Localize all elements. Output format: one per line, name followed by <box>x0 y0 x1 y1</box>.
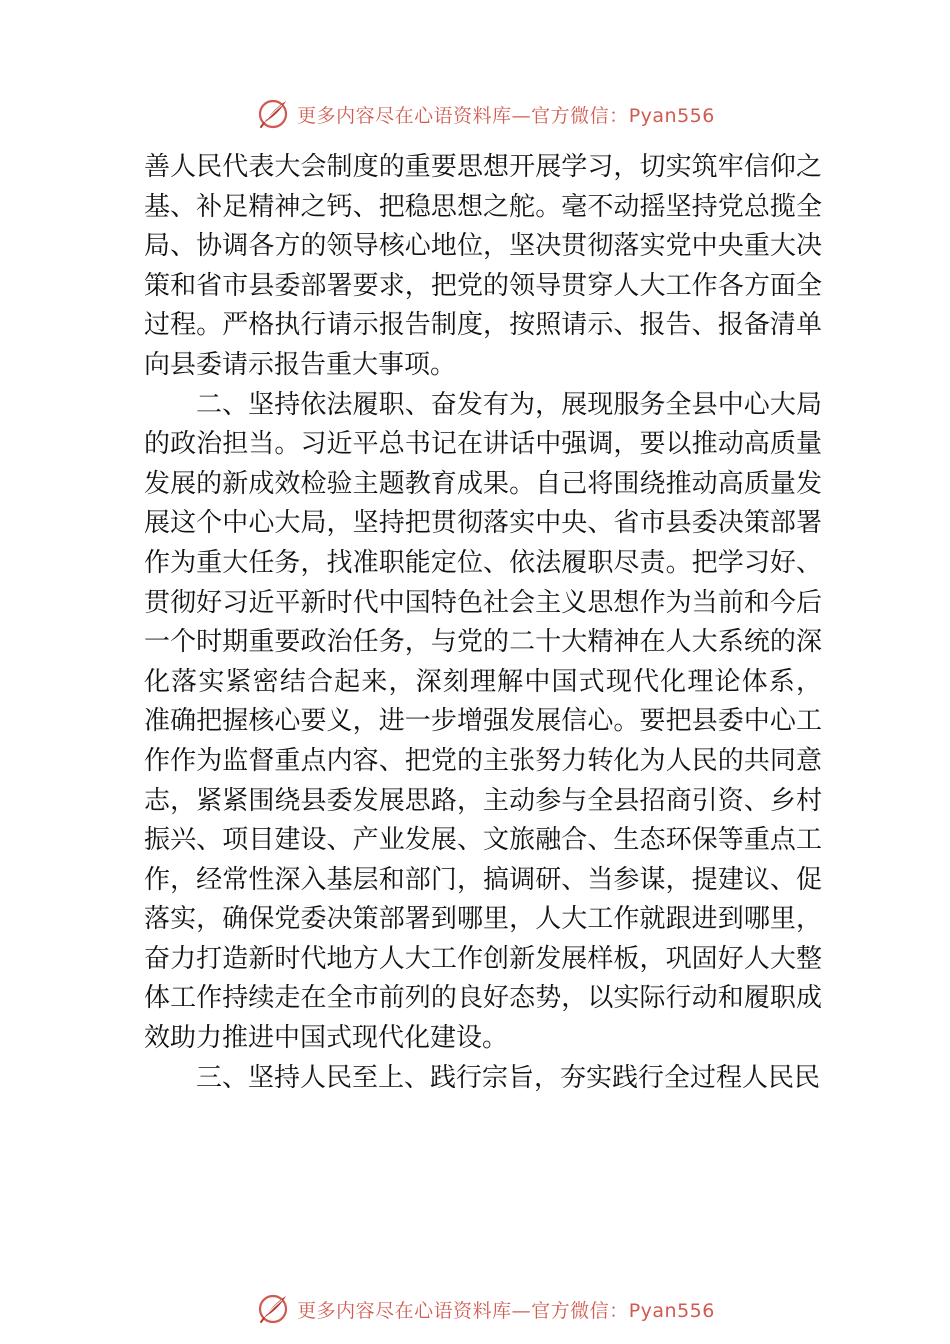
paragraph-section-three: 三、坚持人民至上、践行宗旨，夯实践行全过程人民民 <box>196 1062 821 1093</box>
banner-wechat-label: 官方微信： <box>531 1299 629 1322</box>
paragraph-section-two: 二、坚持依法履职、奋发有为，展现服务全县中心大局的政治担当。习近平总书记在讲话中强调，要以推动高质量发展的新成效检验主题教育成果。自己将围绕推动高质量发展这个中心大局，坚持把贯彻落实中央、省市县委决策部署作为重大任务，找准职能定位、依法履职尽责。把学习好、 贯彻好习近平新时代中国特色社会主义思想作为当前和今后一个时期重要政治任务，与党的二十大精神在人大系统的深化落实紧密结合起来，深刻理解中国式现代化理论体系， 准确把握核心要义，进一步增强发展信心。要把县委中心工作作为监督重点内容、把党的主张努力转化为人民的共同意志，紧紧围绕县委发展思路，主动参与全县招商引资、乡村振兴、项目建设、产业发展、文旅融合、生态环保等重点工作，经常性深入基层和部门，搞调研、当参谋，提建议、促落实，确保党委决策部署到哪里，人大工作就跟进到哪里， 奋力打造新时代地方人大工作创新发展样板，巩固好人大整体工作持续走在全市前列的良好态势，以实际行动和履职成效助力推进中国式现代化建设。 <box>144 389 822 1054</box>
banner-text <box>297 1296 715 1323</box>
document-body <box>144 148 822 1098</box>
banner-site-text: 更多内容尽在心语资料库 <box>297 1299 512 1322</box>
banner-separator: — <box>511 1299 532 1322</box>
banner-separator: — <box>511 104 532 127</box>
banner-site-text: 更多内容尽在心语资料库 <box>297 104 512 127</box>
header-banner-content <box>235 96 715 132</box>
footer-banner <box>0 1289 950 1329</box>
quill-pen-icon <box>255 96 291 132</box>
banner-wechat-id: Pyan556 <box>628 1299 715 1322</box>
quill-pen-icon <box>255 1291 291 1327</box>
footer-banner-content <box>235 1291 715 1327</box>
banner-text <box>297 101 715 128</box>
banner-wechat-label: 官方微信： <box>531 104 629 127</box>
banner-wechat-id: Pyan556 <box>628 104 715 127</box>
paragraph-continuation: 善人民代表大会制度的重要思想开展学习，切实筑牢信仰之基、补足精神之钙、把稳思想之舵。毫不动摇坚持党总揽全局、协调各方的领导核心地位，坚决贯彻落实党中央重大决策和省市县委部署要求，把党的领导贯穿人大工作各方面全过程。严格执行请示报告制度，按照请示、报告、报备清单向县委请示报告重大事项。 <box>144 152 822 380</box>
header-banner <box>0 94 950 134</box>
